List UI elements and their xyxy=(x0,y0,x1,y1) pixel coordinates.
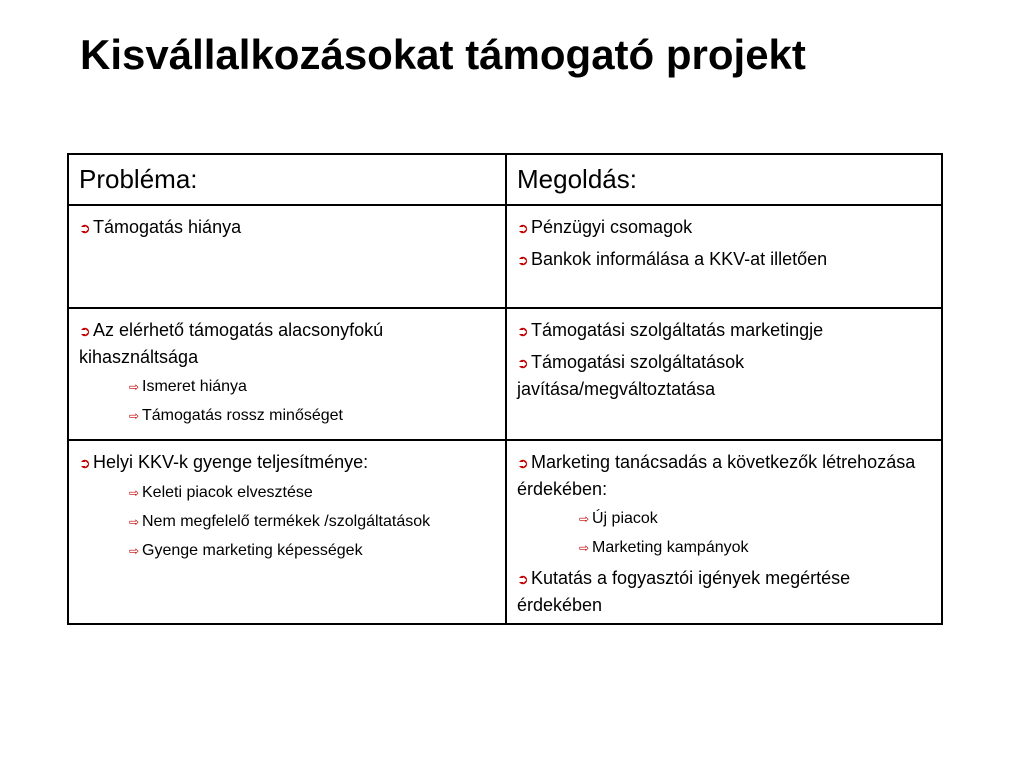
outline-arrow-bullet-icon: ⇨ xyxy=(579,541,590,555)
solution-cell xyxy=(506,440,942,624)
list-item: ➲ Marketing tanácsadás a következők létrehozása érdekében: xyxy=(517,452,916,499)
arrow-bullet-icon: ➲ xyxy=(517,571,529,587)
arrow-bullet-icon: ➲ xyxy=(517,455,529,471)
list-item: ➲ Bankok informálása a KKV-at illetően xyxy=(517,246,931,273)
list-item: ➲ Támogatási szolgáltatás marketingje xyxy=(517,317,931,344)
arrow-bullet-icon: ➲ xyxy=(79,455,91,471)
arrow-bullet-icon: ➲ xyxy=(79,323,91,339)
outline-arrow-bullet-icon: ⇨ xyxy=(129,486,140,500)
solution-cell xyxy=(506,205,942,308)
slide-title: Kisvállalkozásokat támogató projekt xyxy=(80,31,806,78)
problem-cell xyxy=(68,308,506,440)
outline-arrow-bullet-icon: ⇨ xyxy=(579,512,590,526)
arrow-bullet-icon: ➲ xyxy=(517,323,529,339)
sub-list-item: ⇨ Nem megfelelő termékek /szolgáltatások xyxy=(79,510,495,534)
sub-list-item: ⇨ Keleti piacok elvesztése xyxy=(79,481,495,505)
sub-list-item: ⇨ Marketing kampányok xyxy=(517,536,931,560)
problem-cell xyxy=(68,440,506,624)
outline-arrow-bullet-icon: ⇨ xyxy=(129,409,140,423)
sub-list-item: ⇨ Ismeret hiánya xyxy=(79,375,495,399)
header-problem: Probléma: xyxy=(68,154,506,205)
list-item: ➲ Kutatás a fogyasztói igények megértése érdekében xyxy=(517,568,851,615)
problem-solution-table xyxy=(67,153,943,625)
list-item: ➲ Támogatási szolgáltatások javítása/megváltoztatása xyxy=(517,352,745,399)
list-item: ➲ Helyi KKV-k gyenge teljesítménye: xyxy=(79,449,495,476)
arrow-bullet-icon: ➲ xyxy=(517,220,529,236)
table-row xyxy=(68,440,942,624)
sub-list-item: ⇨ Gyenge marketing képességek xyxy=(79,539,495,563)
solution-cell xyxy=(506,308,942,440)
sub-list-item: ⇨ Új piacok xyxy=(517,507,931,531)
outline-arrow-bullet-icon: ⇨ xyxy=(129,380,140,394)
table-row xyxy=(68,205,942,308)
table-header-row xyxy=(68,154,942,205)
list-item: ➲ Pénzügyi csomagok xyxy=(517,214,931,241)
list-item: ➲ Támogatás hiánya xyxy=(79,214,495,241)
outline-arrow-bullet-icon: ⇨ xyxy=(129,544,140,558)
arrow-bullet-icon: ➲ xyxy=(79,220,91,236)
table-row xyxy=(68,308,942,440)
list-item: ➲ Az elérhető támogatás alacsonyfokú kihasználtsága xyxy=(79,320,384,367)
outline-arrow-bullet-icon: ⇨ xyxy=(129,515,140,529)
arrow-bullet-icon: ➲ xyxy=(517,355,529,371)
sub-list-item: ⇨ Támogatás rossz minőséget xyxy=(79,404,495,428)
problem-cell xyxy=(68,205,506,308)
header-solution: Megoldás: xyxy=(506,154,942,205)
arrow-bullet-icon: ➲ xyxy=(517,252,529,268)
